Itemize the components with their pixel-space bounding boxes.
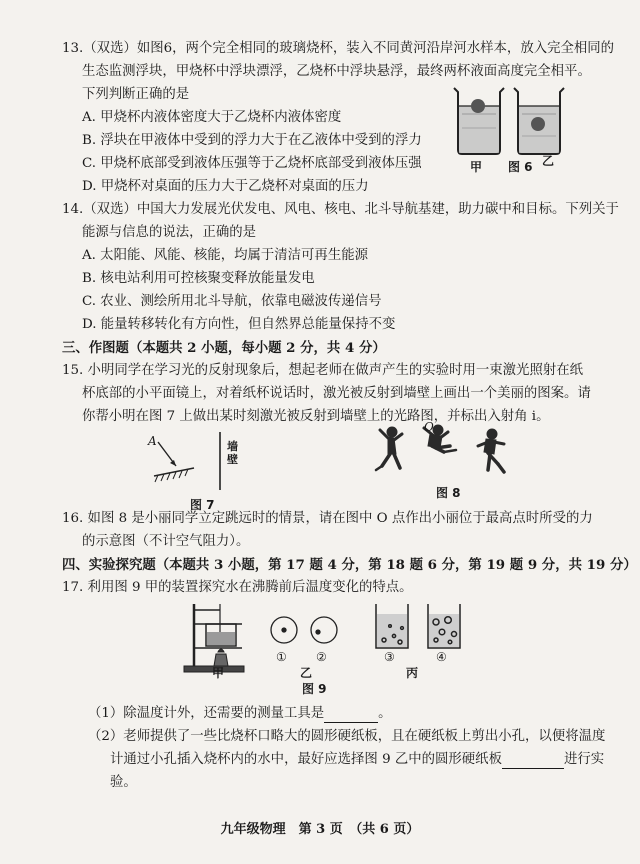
q13-option-b: B. 浮块在甲液体中受到的浮力大于在乙液体中受到的浮力 [82,133,422,148]
q15-line-2: 杯底部的小平面镜上，对着纸杯说话时，激光被反射到墙壁上画出一个美丽的图案。请 [82,386,591,401]
fig9-jia-apparatus [184,604,244,672]
fig8-point-o: O [424,420,434,434]
fig6-label-jia: 甲 [470,160,483,174]
q13-line-3: 下列判断正确的是 [82,87,190,102]
fig9-caption: 图 9 [302,682,327,696]
q14-option-d: D. 能量转移转化有方向性，但自然界总能量保持不变 [82,317,396,332]
fig9-num-2: ② [316,650,327,664]
fig7-point-a: A [148,434,157,448]
q13-line-2: 生态监测浮块，甲烧杯中浮块漂浮，乙烧杯中浮块悬浮，最终两杯液面高度完全相平。 [82,64,591,79]
q17-sub1-end: 。 [378,706,392,721]
figure-8-long-jump [370,420,530,482]
q13-option-c: C. 甲烧杯底部受到液体压强等于乙烧杯底部受到液体压强 [82,156,422,171]
fig7-caption: 图 7 [190,498,215,512]
figure-9-apparatus [180,600,480,678]
fig6-label-yi: 乙 [542,154,555,168]
fig9-label-bing: 丙 [406,666,419,680]
q17-sub2-blank[interactable] [502,754,564,769]
q17-sub2-line-2 [110,751,604,769]
fig9-label-yi: 乙 [300,666,313,680]
q17-sub2-text: 计通过小孔插入烧杯内的水中，最好应选择图 9 乙中的圆形硬纸板 [110,752,502,767]
fig9-label-jia: 甲 [212,666,225,680]
fig9-yi-cardboards [271,617,337,643]
q14-line-1: 14.（双选）中国大力发展光伏发电、风电、核电、北斗导航基建，助力碳中和目标。下列关于 [62,202,619,217]
fig9-num-4: ④ [436,650,447,664]
page-footer: 九年级物理 第 3 页 （共 6 页） [220,822,420,837]
q17-sub1 [88,705,392,723]
q16-line-2: 的示意图（不计空气阻力）。 [82,534,250,549]
fig8-caption: 图 8 [436,486,461,500]
q15-line-3: 你帮小明在图 7 上做出某时刻激光被反射到墙壁上的光路图，并标出入射角 i。 [82,409,550,424]
q13-line-1: 13.（双选）如图6，两个完全相同的玻璃烧杯，装入不同黄河沿岸河水样本，放入完全相同的 [62,41,615,56]
q16-line-1: 16. 如图 8 是小丽同学立定跳远时的情景，请在图中 O 点作出小丽位于最高点时所受的力 [62,511,593,526]
q14-line-2: 能源与信息的说法，正确的是 [82,225,257,240]
beaker-jia [454,88,504,154]
q17-line-1: 17. 利用图 9 甲的装置探究水在沸腾前后温度变化的特点。 [62,580,413,595]
fig7-wall-label: 墙壁 [227,440,238,466]
q13-option-d: D. 甲烧杯对桌面的压力大于乙烧杯对桌面的压力 [82,179,369,194]
q17-sub2-line-1: （2）老师提供了一些比烧杯口略大的圆形硬纸板，且在硬纸板上剪出小孔，以便将温度 [88,729,606,744]
q17-sub1-blank[interactable] [324,708,378,723]
q17-sub2-line-3: 验。 [110,775,137,790]
section-4-heading: 四、实验探究题（本题共 3 小题，第 17 题 4 分，第 18 题 6 分，第 19 题 9 分，共 19 分） [62,557,637,573]
q17-sub2-end: 进行实 [563,752,605,767]
q14-option-c: C. 农业、测绘所用北斗导航，依靠电磁波传递信号 [82,294,382,309]
fig9-bing-beakers [376,604,460,648]
q14-option-a: A. 太阳能、风能、核能，均属于清洁可再生能源 [82,248,368,263]
q15-line-1: 15. 小明同学在学习光的反射现象后，想起老师在做声产生的实验时用一束激光照射在纸 [62,363,584,378]
section-3-heading: 三、作图题（本题共 2 小题，每小题 2 分，共 4 分） [62,340,386,356]
fig9-num-3: ③ [384,650,395,664]
q17-sub1-text: （1）除温度计外，还需要的测量工具是 [88,706,325,721]
q14-option-b: B. 核电站利用可控核聚变释放能量发电 [82,271,315,286]
figure-7-mirror-wall [140,432,270,492]
q13-option-a: A. 甲烧杯内液体密度大于乙烧杯内液体密度 [82,110,342,125]
fig9-num-1: ① [276,650,287,664]
fig6-caption: 图 6 [508,160,533,174]
beaker-yi [514,88,564,154]
